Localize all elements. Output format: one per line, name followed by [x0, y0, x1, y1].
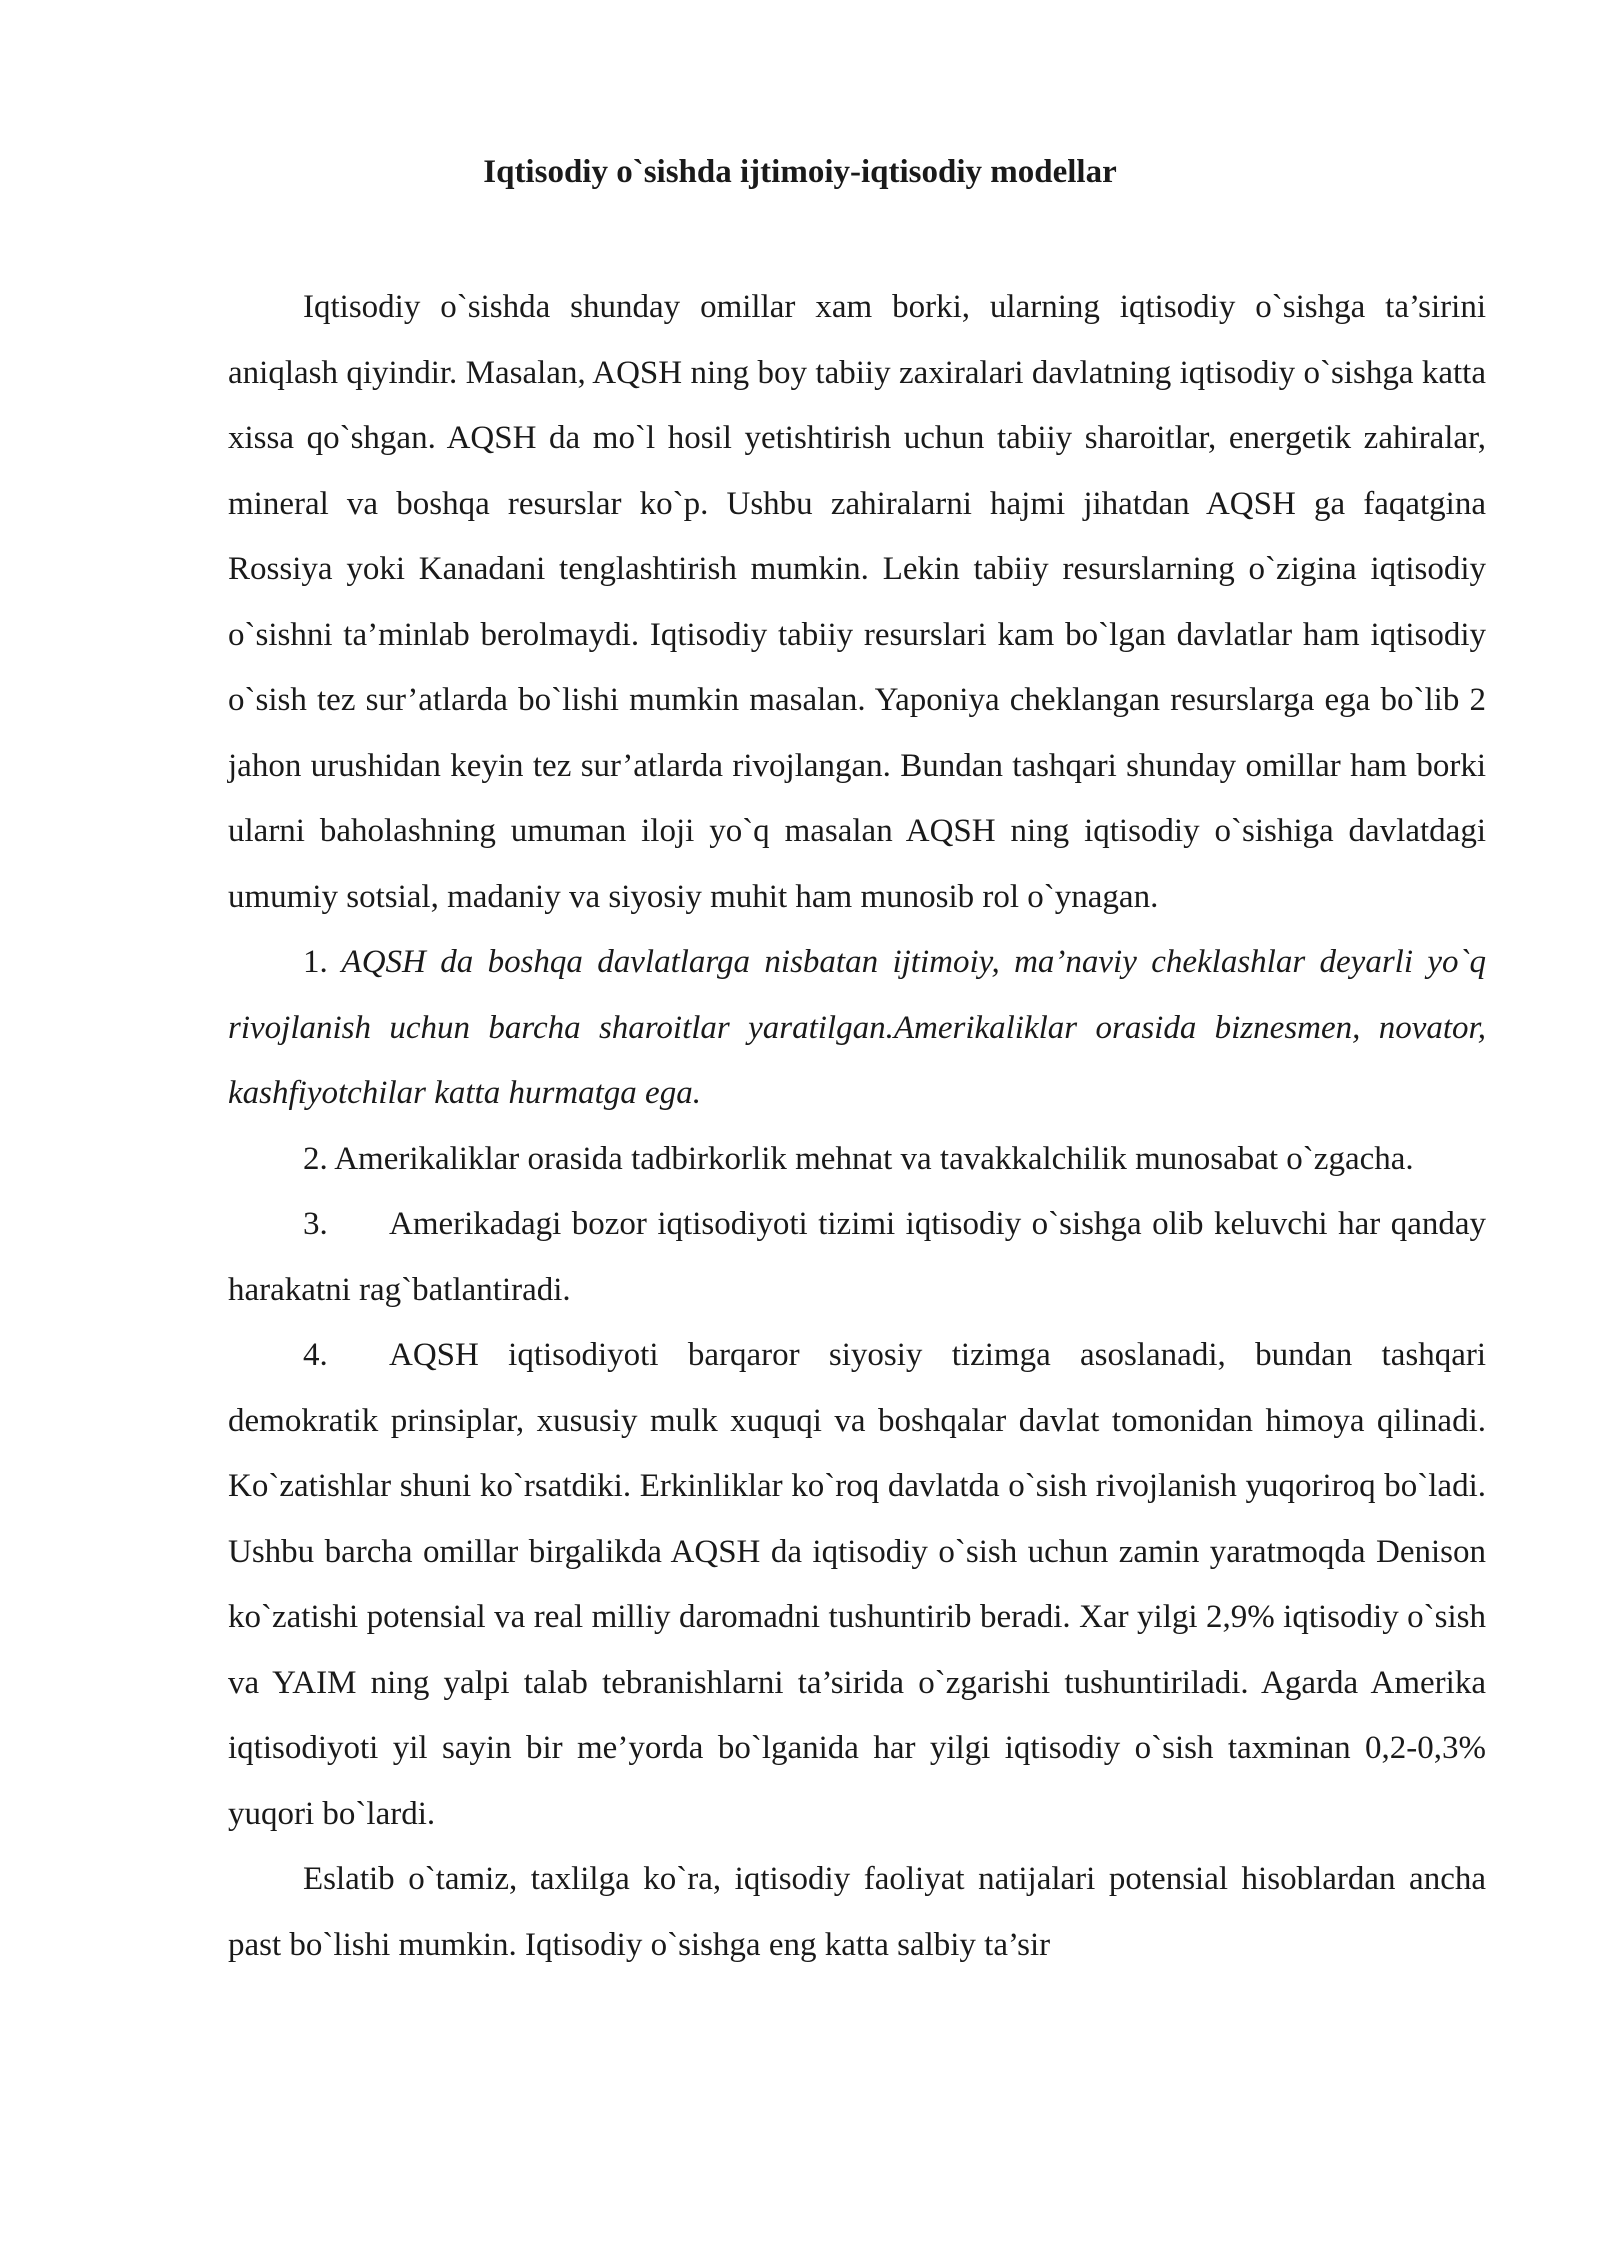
list-item-4 — [228, 1323, 1486, 1847]
list-item-text: Amerikaliklar orasida tadbirkorlik mehnat va tavakkalchilik munosabat o`zgacha. — [334, 1140, 1414, 1177]
list-item-number: 3. — [303, 1206, 328, 1242]
list-item-number: 2. — [303, 1140, 328, 1177]
list-item-2 — [228, 1127, 1486, 1193]
paragraph: Eslatib o`tamiz, taxlilga ko`ra, iqtisodiy faoliyat natijalari potensial hisoblardan ancha past bo`lishi mumkin. Iqtisodiy o`sishga eng katta salbiy ta’sir — [228, 1861, 1486, 1963]
list-item-number: 1. — [303, 944, 328, 980]
list-item-number: 4. — [303, 1337, 328, 1373]
list-item-text: AQSH da boshqa davlatlarga nisbatan ijtimoiy, ma’naviy cheklashlar deyarli yo`q rivojlanish uchun barcha sharoitlar yaratilgan.Amerikaliklar orasida biznesmen, novator, kashfiyotchilar katta hurmatga ega. — [228, 944, 1487, 1111]
document-title: Iqtisodiy o`sishda ijtimoiy-iqtisodiy modellar — [483, 154, 1117, 190]
list-item-3 — [228, 1192, 1486, 1323]
list-item-1 — [228, 930, 1486, 1127]
paragraph: Iqtisodiy o`sishda shunday omillar xam borki, ularning iqtisodiy o`sishga ta’sirini aniqlash qiyindir. Masalan, AQSH ning boy tabiiy zaxiralari davlatning iqtisodiy o`sishga katta xissa qo`shgan. AQSH da mo`l hosil yetishtirish uchun tabiiy sharoitlar, energetik zahiralar, mineral va boshqa resurslar ko`p. Ushbu zahiralarni hajmi jihatdan AQSH ga faqatgina Rossiya yoki Kanadani tenglashtirish mumkin. Lekin tabiiy resurslarning o`zigina iqtisodiy o`sishni ta’minlab berolmaydi. Iqtisodiy tabiiy resurslari kam bo`lgan davlatlar ham iqtisodiy o`sish tez sur’atlarda bo`lishi mumkin masalan. Yaponiya cheklangan resurslarga ega bo`lib 2 jahon urushidan keyin tez sur’atlarda rivojlangan. Bundan tashqari shunday omillar ham borki ularni baholashning umuman iloji yo`q masalan AQSH ning iqtisodiy o`sishiga davlatdagi umumiy sotsial, madaniy va siyosiy muhit ham munosib rol o`ynagan. — [228, 289, 1486, 915]
list-item-text: AQSH iqtisodiyoti barqaror siyosiy tizimga asoslanadi, bundan tashqari demokratik prinsiplar, xususiy mulk xuquqi va boshqalar davlat tomonidan himoya qilinadi. Ko`zatishlar shuni ko`rsatdiki. Erkinliklar ko`roq davlatda o`sish rivojlanish yuqoriroq bo`ladi. Ushbu barcha omillar birgalikda AQSH da iqtisodiy o`sish uchun zamin yaratmoqda Denison ko`zatishi potensial va real milliy daromadni tushuntirib beradi. Xar yilgi 2,9% iqtisodiy o`sish va YAIM ning yalpi talab tebranishlarni ta’sirida o`zgarishi tushuntiriladi. Agarda Amerika iqtisodiyoti yil sayin bir me’yorda bo`lganida har yilgi iqtisodiy o`sish taxminan 0,2-0,3% yuqori bo`lardi. — [228, 1337, 1486, 1832]
document-body — [228, 275, 1486, 1978]
list-item-text: Amerikadagi bozor iqtisodiyoti tizimi iqtisodiy o`sishga olib keluvchi har qanday harakatni rag`batlantiradi. — [228, 1206, 1486, 1308]
